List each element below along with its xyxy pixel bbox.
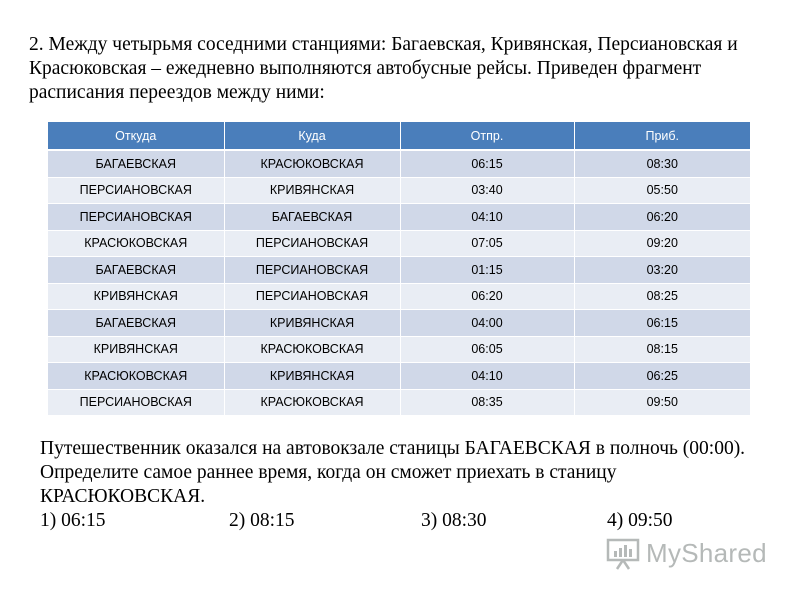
cell-arrival: 06:15 <box>574 310 750 337</box>
cell-departure: 06:20 <box>400 283 574 310</box>
table-row <box>48 389 750 416</box>
cell-to: КРАСЮКОВСКАЯ <box>224 389 400 416</box>
cell-departure: 06:05 <box>400 336 574 363</box>
cell-from: КРАСЮКОВСКАЯ <box>48 363 224 390</box>
header-from: Откуда <box>48 122 224 150</box>
cell-arrival: 09:50 <box>574 389 750 416</box>
schedule-table <box>48 122 750 416</box>
cell-from: КРИВЯНСКАЯ <box>48 336 224 363</box>
cell-departure: 06:15 <box>400 150 574 177</box>
intro-text: 2. Между четырьмя соседними станциями: Багаевская, Кривянская, Персиановская и Красюковская – ежедневно выполняются автобусные рейсы. Приведен фрагмент расписания переездов между ними: <box>29 34 738 103</box>
cell-arrival: 05:50 <box>574 177 750 204</box>
cell-departure: 07:05 <box>400 230 574 257</box>
cell-to: КРАСЮКОВСКАЯ <box>224 150 400 177</box>
table-row <box>48 283 750 310</box>
cell-departure: 04:00 <box>400 310 574 337</box>
cell-to: КРАСЮКОВСКАЯ <box>224 336 400 363</box>
cell-from: ПЕРСИАНОВСКАЯ <box>48 389 224 416</box>
table-header-row <box>48 122 750 150</box>
answer-option: 1) 06:15 <box>40 510 106 531</box>
cell-to: БАГАЕВСКАЯ <box>224 204 400 231</box>
table-row <box>48 363 750 390</box>
question-text: Путешественник оказался на автовокзале станицы БАГАЕВСКАЯ в полночь (00:00). Определите самое раннее время, когда он сможет приехать в станицу КРАСЮКОВСКАЯ. <box>40 438 746 507</box>
cell-departure: 04:10 <box>400 363 574 390</box>
table-row <box>48 230 750 257</box>
cell-departure: 01:15 <box>400 257 574 284</box>
table-row <box>48 177 750 204</box>
cell-to: КРИВЯНСКАЯ <box>224 177 400 204</box>
table-row <box>48 257 750 284</box>
cell-departure: 04:10 <box>400 204 574 231</box>
table-row <box>48 310 750 337</box>
answer-option: 2) 08:15 <box>229 510 295 531</box>
answer-option: 4) 09:50 <box>607 510 673 531</box>
cell-from: ПЕРСИАНОВСКАЯ <box>48 204 224 231</box>
header-to: Куда <box>224 122 400 150</box>
watermark-logo <box>606 533 771 575</box>
cell-to: КРИВЯНСКАЯ <box>224 310 400 337</box>
cell-arrival: 08:25 <box>574 283 750 310</box>
cell-to: ПЕРСИАНОВСКАЯ <box>224 283 400 310</box>
cell-arrival: 06:20 <box>574 204 750 231</box>
cell-arrival: 08:15 <box>574 336 750 363</box>
cell-from: КРИВЯНСКАЯ <box>48 283 224 310</box>
header-arrival: Приб. <box>574 122 750 150</box>
cell-from: КРАСЮКОВСКАЯ <box>48 230 224 257</box>
cell-to: КРИВЯНСКАЯ <box>224 363 400 390</box>
cell-arrival: 06:25 <box>574 363 750 390</box>
presentation-board-icon <box>606 537 642 571</box>
watermark-text: MyShared <box>646 538 767 568</box>
cell-arrival: 08:30 <box>574 150 750 177</box>
table-row <box>48 150 750 177</box>
cell-from: БАГАЕВСКАЯ <box>48 257 224 284</box>
cell-departure: 08:35 <box>400 389 574 416</box>
answer-option: 3) 08:30 <box>421 510 487 531</box>
header-departure: Отпр. <box>400 122 574 150</box>
cell-departure: 03:40 <box>400 177 574 204</box>
table-row <box>48 336 750 363</box>
table-row <box>48 204 750 231</box>
cell-arrival: 09:20 <box>574 230 750 257</box>
cell-from: БАГАЕВСКАЯ <box>48 310 224 337</box>
cell-to: ПЕРСИАНОВСКАЯ <box>224 257 400 284</box>
cell-to: ПЕРСИАНОВСКАЯ <box>224 230 400 257</box>
cell-from: БАГАЕВСКАЯ <box>48 150 224 177</box>
cell-from: ПЕРСИАНОВСКАЯ <box>48 177 224 204</box>
answer-options <box>40 509 760 533</box>
cell-arrival: 03:20 <box>574 257 750 284</box>
